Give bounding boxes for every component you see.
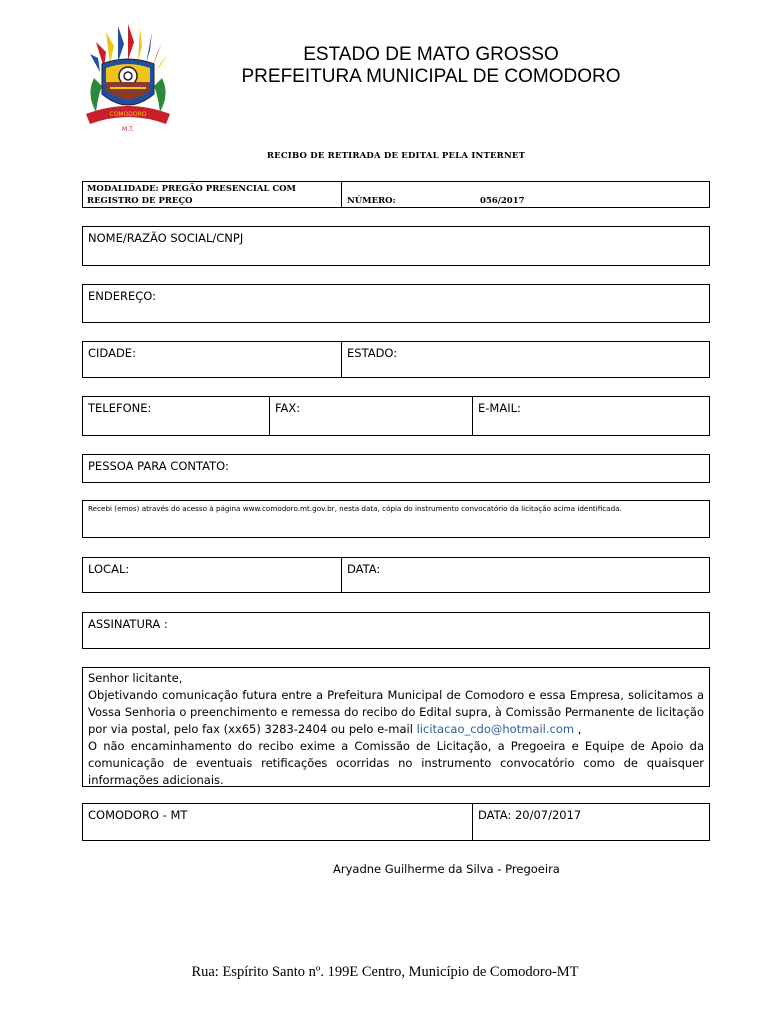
notice-greeting: Senhor licitante,	[88, 671, 183, 685]
cidade-field[interactable]	[83, 342, 341, 377]
nome-field[interactable]	[82, 226, 710, 266]
contato-row	[82, 396, 710, 436]
fax-field[interactable]	[269, 397, 472, 435]
email-field[interactable]	[472, 397, 709, 435]
notice-paragraph-1-end: ,	[577, 722, 582, 736]
local-label: LOCAL:	[88, 562, 130, 576]
numero-label: NÚMERO:	[347, 196, 396, 206]
cidade-estado-row	[82, 341, 710, 378]
endereco-label: ENDEREÇO:	[88, 289, 157, 303]
cidade-label: CIDADE:	[88, 346, 136, 360]
email-label: E-MAIL:	[478, 401, 521, 415]
header-prefecture-name: PREFEITURA MUNICIPAL DE COMODORO	[241, 66, 621, 87]
document-title: RECIBO DE RETIRADA DE EDITAL PELA INTERNET	[266, 151, 526, 161]
header-state-name: ESTADO DE MATO GROSSO	[303, 44, 559, 65]
municipal-coat-of-arms-logo	[80, 24, 176, 136]
pessoa-contato-field[interactable]	[82, 454, 710, 483]
assinatura-field[interactable]	[82, 612, 710, 649]
estado-field[interactable]	[341, 342, 709, 377]
notice-box	[82, 667, 710, 787]
notice-paragraph-2: O não encaminhamento do recibo exime a Comissão de Licitação, a Pregoeira e Equipe de Apoio da comunicação de eventuais retificações ocorridas no instrumento convocatório como de quaisquer informações adicionais.	[88, 739, 704, 787]
closing-date: DATA: 20/07/2017	[478, 808, 582, 822]
nome-label: NOME/RAZÃO SOCIAL/CNPJ	[88, 231, 244, 245]
fax-label: FAX:	[275, 401, 301, 415]
local-data-row	[82, 557, 710, 593]
signature-line: Aryadne Guilherme da Silva - Pregoeira	[333, 862, 560, 876]
contact-email-link[interactable]: licitacao_cdo@hotmail.com	[416, 722, 575, 736]
declaracao-box	[82, 500, 710, 538]
data-field[interactable]	[341, 558, 709, 592]
modalidade-row	[82, 181, 710, 208]
notice-paragraph-1-text: Objetivando comunicação futura entre a Prefeitura Municipal de Comodoro e essa Empresa, solicitamos a Vossa Senhoria o preenchimento e remessa do recibo do Edital supra, à Comissão Permanente de licitação por via postal, pelo fax (xx65) 3283-2404 ou pelo e-mail	[88, 688, 704, 736]
telefone-field[interactable]	[83, 397, 269, 435]
modalidade-label: MODALIDADE: PREGÃO PRESENCIAL COM REGISTRO DE PREÇO	[87, 184, 296, 206]
logo-bottom-text: M.T.	[122, 126, 134, 133]
logo-ribbon-text: COMODORO	[109, 111, 147, 118]
pessoa-contato-label: PESSOA PARA CONTATO:	[88, 459, 229, 473]
closing-row	[82, 803, 710, 841]
notice-paragraph-1	[88, 687, 704, 738]
declaracao-text: Recebi (emos) através do acesso à página www.comodoro.mt.gov.br, nesta data, cópia do instrumento convocatório da licitação acima identificada.	[88, 504, 622, 513]
footer-address: Rua: Espírito Santo nº. 199E Centro, Município de Comodoro-MT	[191, 964, 579, 980]
endereco-field[interactable]	[82, 284, 710, 323]
data-label: DATA:	[347, 562, 381, 576]
local-field[interactable]	[83, 558, 341, 592]
closing-city: COMODORO - MT	[88, 808, 188, 822]
assinatura-label: ASSINATURA :	[88, 617, 168, 631]
estado-label: ESTADO:	[347, 346, 398, 360]
numero-value: 056/2017	[480, 196, 525, 206]
telefone-label: TELEFONE:	[88, 401, 152, 415]
